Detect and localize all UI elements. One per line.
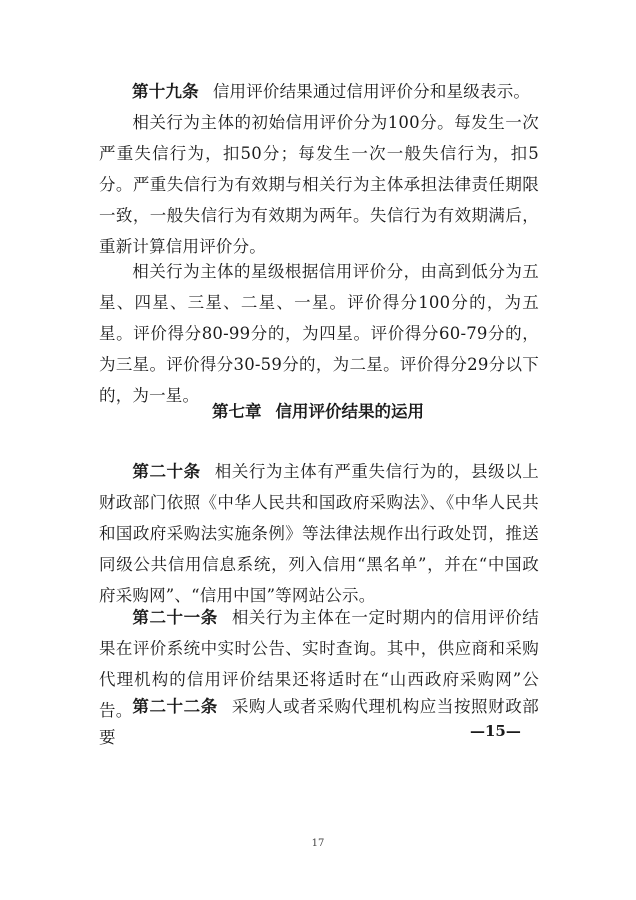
paragraph-star-rating [99, 256, 539, 411]
article-label: 第二十一条 [132, 608, 218, 627]
scan-page-number: 17 [311, 838, 325, 849]
paragraph-text: 相关行为主体的星级根据信用评价分，由高到低分为五星、四星、三星、二星、一星。评价得分100分的，为五星。评价得分80-99分的，为四星。评价得分60-79分的，为三星。评价得分30-59分的，为二星。评价得分29分以下的，为一星。 [99, 262, 539, 405]
article-text: 相关行为主体在一定时期内的信用评价结果在评价系统中实时公告、实时查询。其中，供应商和采购代理机构的信用评价结果还将适时在“山西政府采购网”公告。 [99, 608, 539, 720]
chapter-title: 信用评价结果的运用 [275, 402, 424, 421]
chapter-heading [0, 398, 636, 422]
paragraph-initial-score [99, 107, 539, 262]
article-text: 采购人或者采购代理机构应当按照财政部要 [99, 697, 539, 747]
article-text: 相关行为主体有严重失信行为的，县级以上财政部门依照《中华人民共和国政府采购法》、《中华人民共和国政府采购法实施条例》等法律法规作出行政处罚，推送同级公共信用信息系统，列入信用“黑名单”，并在“中国政府采购网”、“信用中国”等网站公示。 [99, 462, 539, 605]
article-20 [99, 456, 539, 611]
article-label: 第二十二条 [132, 697, 218, 716]
article-19 [99, 76, 539, 107]
page-number: —15— [470, 722, 521, 740]
article-label: 第二十条 [132, 462, 201, 481]
article-text: 信用评价结果通过信用评价分和星级表示。 [212, 82, 531, 101]
chapter-number: 第七章 [212, 402, 262, 421]
paragraph-text: 相关行为主体的初始信用评价分为100分。每发生一次严重失信行为，扣50分；每发生一次一般失信行为，扣5分。严重失信行为有效期与相关行为主体承担法律责任期限一致，一般失信行为有效期为两年。失信行为有效期满后，重新计算信用评价分。 [99, 113, 539, 256]
article-label: 第十九条 [132, 82, 199, 101]
